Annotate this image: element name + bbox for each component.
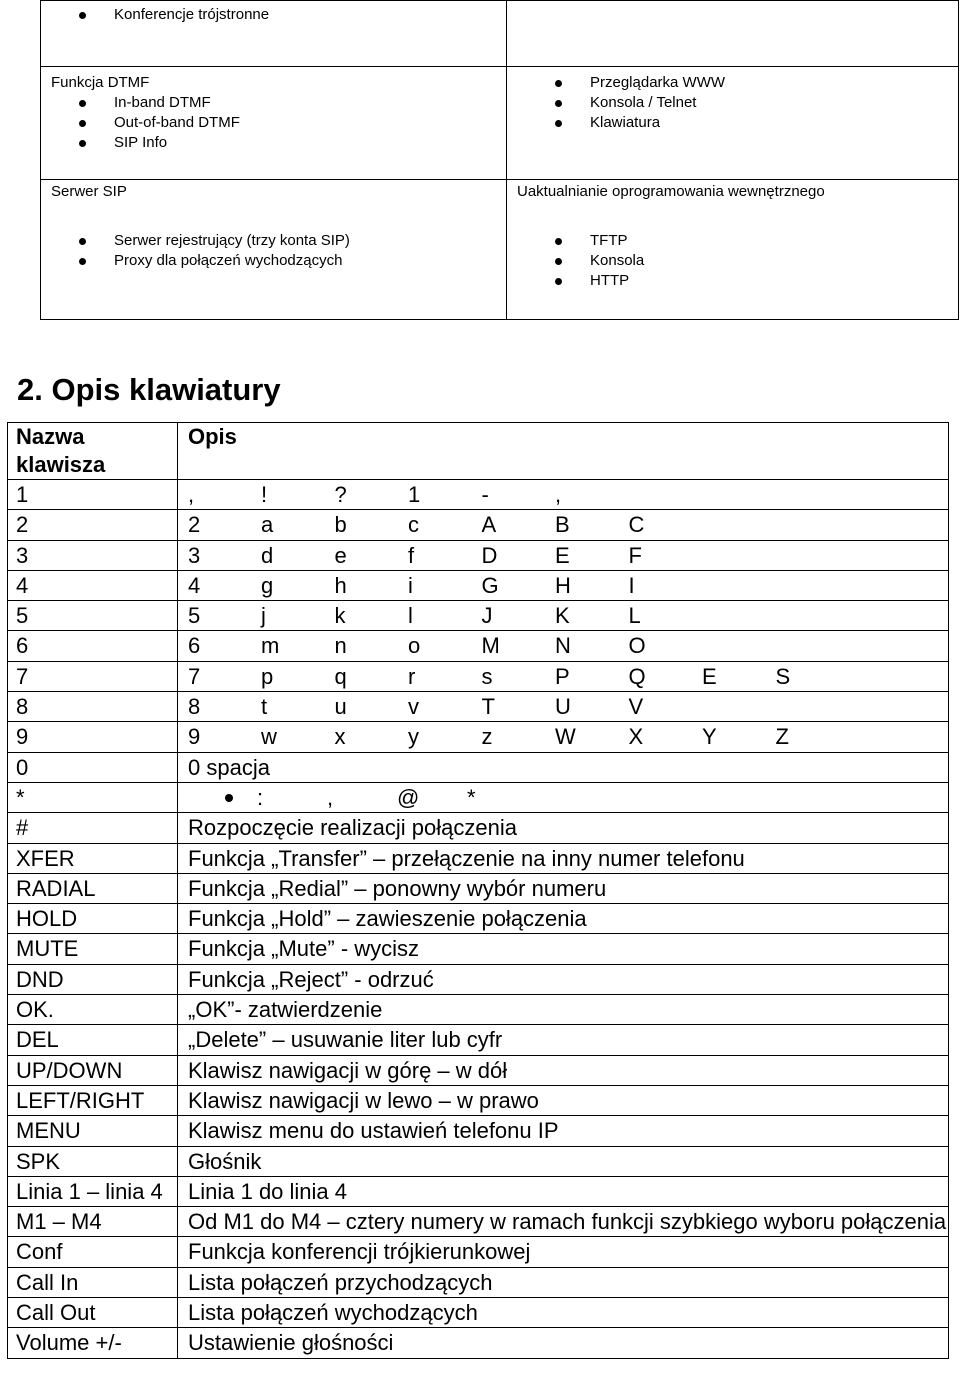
key-desc: Funkcja „Hold” – zawieszenie połączenia (178, 904, 949, 934)
key-chars (178, 570, 949, 600)
section-heading: 2. Opis klawiatury (17, 372, 281, 407)
table-row (8, 873, 949, 903)
key-char: D (481, 542, 498, 568)
key-char: o (408, 633, 421, 659)
char-list (188, 692, 948, 721)
key-char: K (555, 603, 570, 629)
key-char: , (555, 482, 562, 507)
sip-server-title: Serwer SIP (51, 183, 127, 200)
key-name: DND (8, 964, 178, 994)
char-list (188, 510, 948, 539)
key-char: u (334, 694, 347, 720)
key-desc: Klawisz nawigacji w lewo – w prawo (178, 1085, 949, 1115)
char-list (188, 480, 948, 509)
key-desc: Linia 1 do linia 4 (178, 1176, 949, 1206)
key-char: p (261, 663, 274, 689)
key-char: W (555, 724, 576, 750)
key-char: e (334, 542, 347, 568)
features-cell-dtmf (41, 67, 507, 180)
list-item: SIP Info (114, 133, 506, 153)
key-name: LEFT/RIGHT (8, 1085, 178, 1115)
key-chars (178, 692, 949, 722)
key-chars (178, 540, 949, 570)
key-char: 6 (188, 633, 201, 659)
table-header-row (8, 423, 949, 480)
key-desc: „OK”- zatwierdzenie (178, 995, 949, 1025)
key-char: G (481, 572, 499, 598)
key-desc: Rozpoczęcie realizacji połączenia (178, 813, 949, 843)
list-item: Przeglądarka WWW (590, 73, 958, 93)
table-row (8, 995, 949, 1025)
key-char: I (628, 572, 635, 598)
key-name: 5 (8, 601, 178, 631)
list-item: TFTP (590, 231, 958, 251)
key-char: 3 (188, 542, 201, 568)
key-name: SPK (8, 1146, 178, 1176)
key-desc: 0 spacja (178, 752, 949, 782)
table-row (8, 1055, 949, 1085)
table-row (8, 904, 949, 934)
key-char: 1 (408, 482, 421, 507)
table-row (8, 934, 949, 964)
key-char: O (628, 633, 646, 659)
key-char: , (188, 482, 195, 507)
table-row (8, 570, 949, 600)
table-row (8, 1116, 949, 1146)
features-cell-empty (507, 1, 959, 67)
key-desc: Ustawienie głośności (178, 1328, 949, 1358)
sip-server-list (41, 231, 506, 271)
key-char: m (261, 633, 280, 659)
key-char: j (261, 603, 266, 629)
char-list (188, 783, 948, 812)
key-desc: Klawisz nawigacji w górę – w dół (178, 1055, 949, 1085)
key-char: l (408, 603, 413, 629)
key-char: i (408, 572, 413, 598)
key-desc: Głośnik (178, 1146, 949, 1176)
key-char: g (261, 572, 274, 598)
key-char: Q (628, 663, 646, 689)
key-char: J (481, 603, 493, 629)
list-item: Konsola (590, 251, 958, 271)
key-desc: Lista połączeń przychodzących (178, 1267, 949, 1297)
key-char: b (334, 512, 347, 538)
key-char: 2 (188, 512, 201, 538)
key-name: HOLD (8, 904, 178, 934)
key-desc: Funkcja „Mute” - wycisz (178, 934, 949, 964)
key-desc: Funkcja „Redial” – ponowny wybór numeru (178, 873, 949, 903)
key-char: M (481, 633, 500, 659)
key-char: n (334, 633, 347, 659)
key-char: B (555, 512, 570, 538)
key-char: 9 (188, 724, 201, 750)
char-list (188, 571, 948, 600)
key-char: - (481, 482, 489, 507)
key-name: 9 (8, 722, 178, 752)
key-char: q (334, 663, 347, 689)
char-list (188, 662, 948, 691)
key-char: t (261, 694, 268, 720)
key-char: 8 (188, 694, 201, 720)
table-row (8, 1207, 949, 1237)
key-chars (178, 661, 949, 691)
key-char: V (628, 694, 644, 720)
key-char: a (261, 512, 274, 538)
key-char: P (555, 663, 570, 689)
key-name: UP/DOWN (8, 1055, 178, 1085)
key-name: # (8, 813, 178, 843)
key-char: 7 (188, 663, 201, 689)
char-list (188, 631, 948, 660)
key-char: f (408, 542, 415, 568)
key-chars (178, 631, 949, 661)
key-char: F (628, 542, 642, 568)
table-row (8, 843, 949, 873)
key-char: E (555, 542, 570, 568)
key-char: * (467, 784, 476, 810)
firmware-title: Uaktualnianie oprogramowania wewnętrznego (517, 183, 825, 200)
features-table (40, 0, 959, 320)
table-row (8, 1298, 949, 1328)
table-row (8, 964, 949, 994)
table-row (8, 1085, 949, 1115)
features-cell-firmware (507, 180, 959, 320)
table-row (8, 1267, 949, 1297)
table-row (8, 601, 949, 631)
table-row (8, 1146, 949, 1176)
char-list (188, 601, 948, 630)
key-name: Linia 1 – linia 4 (8, 1176, 178, 1206)
table-row (8, 510, 949, 540)
table-row (8, 661, 949, 691)
key-name: Conf (8, 1237, 178, 1267)
list-item: Serwer rejestrujący (trzy konta SIP) (114, 231, 506, 251)
bullet-icon (225, 794, 233, 802)
key-chars (178, 782, 949, 812)
key-name: * (8, 782, 178, 812)
key-char: U (555, 694, 571, 720)
key-name: 7 (8, 661, 178, 691)
table-row (8, 540, 949, 570)
key-name: 6 (8, 631, 178, 661)
key-char: c (408, 512, 419, 538)
key-name: Call Out (8, 1298, 178, 1328)
key-char: h (334, 572, 347, 598)
key-char: 5 (188, 603, 201, 629)
table-row (8, 1237, 949, 1267)
key-name: 1 (8, 480, 178, 510)
key-char: y (408, 724, 419, 750)
key-char: Z (775, 724, 789, 750)
key-char: x (334, 724, 346, 750)
key-char: v (408, 694, 419, 720)
key-desc: Funkcja konferencji trójkierunkowej (178, 1237, 949, 1267)
table-row (8, 480, 949, 510)
key-char: N (555, 633, 571, 659)
table-row (8, 813, 949, 843)
key-name: 0 (8, 752, 178, 782)
key-char: 4 (188, 572, 201, 598)
key-name: M1 – M4 (8, 1207, 178, 1237)
key-desc: Lista połączeń wychodzących (178, 1298, 949, 1328)
key-char: ! (261, 482, 268, 507)
key-char: @ (397, 784, 420, 810)
table-row (8, 692, 949, 722)
key-desc: Klawisz menu do ustawień telefonu IP (178, 1116, 949, 1146)
key-char: , (327, 784, 334, 810)
header-desc: Opis (178, 423, 949, 480)
key-name: XFER (8, 843, 178, 873)
key-char: X (628, 724, 644, 750)
table-row (8, 752, 949, 782)
list-item: Proxy dla połączeń wychodzących (114, 251, 506, 271)
key-name: OK. (8, 995, 178, 1025)
features-cell-management (507, 67, 959, 180)
key-desc: „Delete” – usuwanie liter lub cyfr (178, 1025, 949, 1055)
header-key: Nazwa klawisza (8, 423, 178, 480)
table-row (8, 1025, 949, 1055)
key-name: 2 (8, 510, 178, 540)
features-cell-conference (41, 1, 507, 67)
management-list (507, 73, 958, 133)
conference-list (41, 5, 506, 25)
key-chars (178, 480, 949, 510)
key-char: w (261, 724, 277, 750)
key-desc: Funkcja „Transfer” – przełączenie na inny numer telefonu (178, 843, 949, 873)
key-name: Call In (8, 1267, 178, 1297)
features-cell-sip-server (41, 180, 507, 320)
key-char: L (628, 603, 641, 629)
table-row (8, 1176, 949, 1206)
key-name: DEL (8, 1025, 178, 1055)
list-item: Out-of-band DTMF (114, 113, 506, 133)
char-list (188, 541, 948, 570)
key-name: Volume +/- (8, 1328, 178, 1358)
key-char: d (261, 542, 274, 568)
key-name: RADIAL (8, 873, 178, 903)
list-item: HTTP (590, 271, 958, 291)
key-char: : (257, 784, 264, 810)
firmware-list (507, 231, 958, 291)
list-item: In-band DTMF (114, 93, 506, 113)
key-name: 8 (8, 692, 178, 722)
key-char: C (628, 512, 645, 538)
list-item: Klawiatura (590, 113, 958, 133)
key-char: s (481, 663, 493, 689)
key-char: Y (702, 724, 717, 750)
list-item: Konferencje trójstronne (114, 5, 506, 25)
key-char: T (481, 694, 495, 720)
key-chars (178, 722, 949, 752)
key-name: 3 (8, 540, 178, 570)
key-desc: Funkcja „Reject” - odrzuć (178, 964, 949, 994)
key-desc: Od M1 do M4 – cztery numery w ramach funkcji szybkiego wyboru połączenia (178, 1207, 949, 1237)
key-char: H (555, 572, 571, 598)
key-char: S (775, 663, 791, 689)
key-chars (178, 510, 949, 540)
key-char: k (334, 603, 346, 629)
table-row (8, 722, 949, 752)
keypad-table (7, 422, 949, 1359)
key-chars (178, 601, 949, 631)
key-name: 4 (8, 570, 178, 600)
key-char: A (481, 512, 497, 538)
key-name: MENU (8, 1116, 178, 1146)
table-row (8, 1328, 949, 1358)
dtmf-list (41, 93, 506, 153)
key-char: E (702, 663, 717, 689)
table-row (8, 782, 949, 812)
char-list (188, 722, 948, 751)
key-name: MUTE (8, 934, 178, 964)
table-row (8, 631, 949, 661)
key-char: z (481, 724, 493, 750)
dtmf-title: Funkcja DTMF (51, 74, 150, 91)
list-item: Konsola / Telnet (590, 93, 958, 113)
key-char: ? (334, 482, 347, 507)
key-char: r (408, 663, 416, 689)
